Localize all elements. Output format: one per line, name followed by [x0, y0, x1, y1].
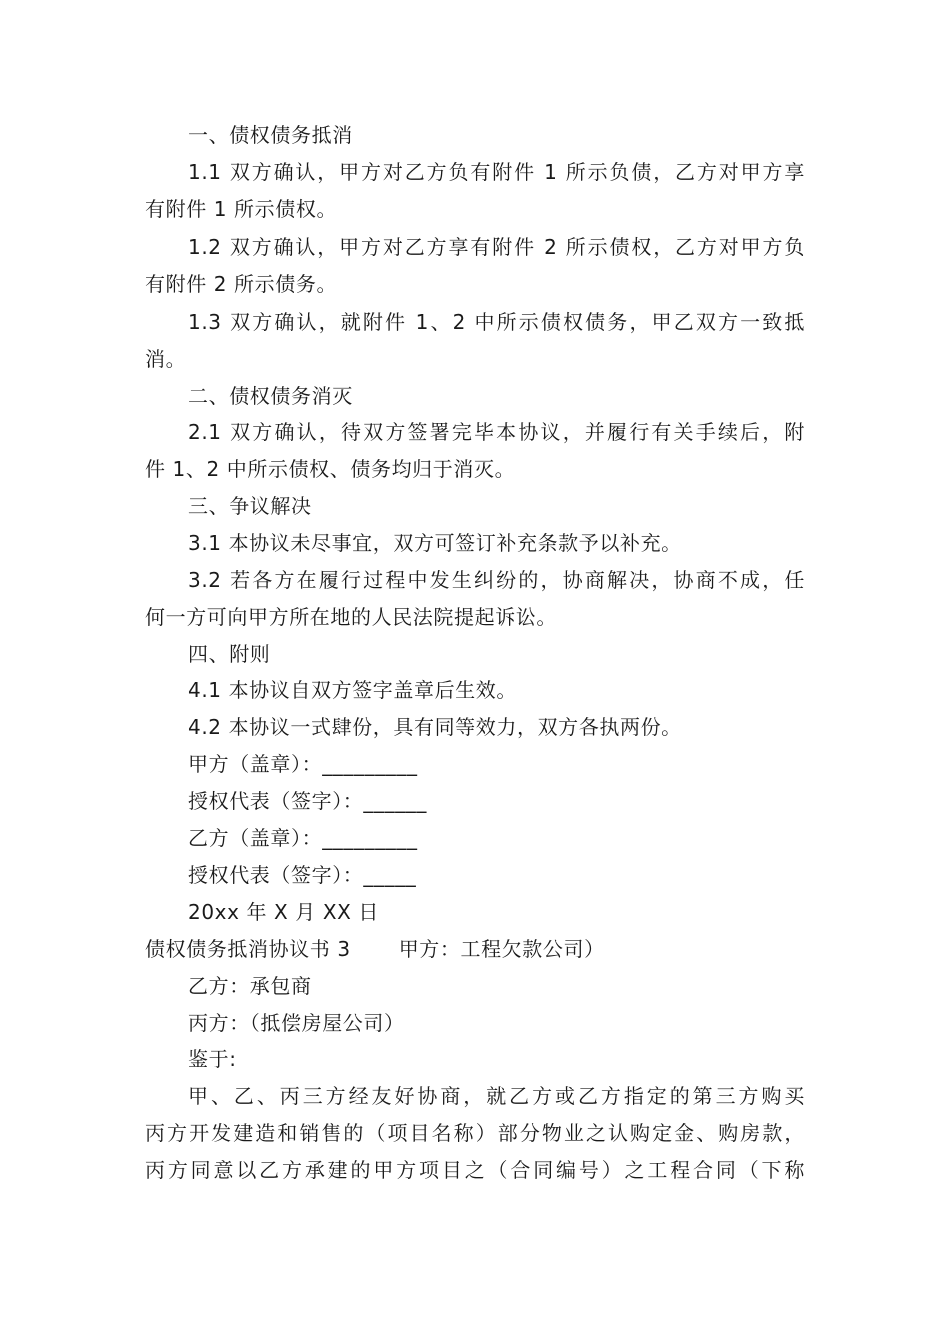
agreement-3-title: 债权债务抵消协议书 3: [145, 937, 351, 961]
party-b-representative-line: 授权代表（签字）：_____: [188, 863, 417, 887]
clause-1-3: 1.3 双方确认，就附件 1、2 中所示债权债务，甲乙双方一致抵: [188, 310, 805, 334]
clause-3-2: 3.2 若各方在履行过程中发生纠纷的，协商解决，协商不成，任: [188, 568, 805, 592]
clause-1-1-cont: 有附件 1 所示债权。: [145, 197, 338, 221]
section-heading-4: 四、附则: [188, 642, 271, 666]
clause-2-1: 2.1 双方确认，待双方签署完毕本协议，并履行有关手续后，附: [188, 420, 805, 444]
agreement-3-title-line: [145, 937, 605, 961]
clause-1-3-cont: 消。: [145, 347, 187, 371]
whereas-paragraph-line-1: 甲、乙、丙三方经友好协商，就乙方或乙方指定的第三方购买: [188, 1084, 805, 1108]
clause-3-1: 3.1 本协议未尽事宜，双方可签订补充条款予以补充。: [188, 531, 682, 555]
agreement-3-party-b: 乙方：承包商: [188, 974, 312, 998]
party-a-seal-line: 甲方（盖章）：_________: [188, 752, 418, 776]
clause-1-2: 1.2 双方确认，甲方对乙方享有附件 2 所示债权，乙方对甲方负: [188, 235, 805, 259]
agreement-3-party-c: 丙方：（抵偿房屋公司）: [188, 1011, 405, 1035]
clause-2-1-cont: 件 1、2 中所示债权、债务均归于消灭。: [145, 457, 516, 481]
clause-4-1: 4.1 本协议自双方签字盖章后生效。: [188, 678, 517, 702]
whereas-heading: 鉴于:: [188, 1047, 237, 1071]
party-b-seal-line: 乙方（盖章）：_________: [188, 826, 418, 850]
clause-3-2-cont: 何一方可向甲方所在地的人民法院提起诉讼。: [145, 605, 557, 629]
section-heading-2: 二、债权债务消灭: [188, 384, 353, 408]
whereas-paragraph-line-3: 丙方同意以乙方承建的甲方项目之（合同编号）之工程合同（下称: [145, 1158, 805, 1182]
section-heading-1: 一、债权债务抵消: [188, 123, 353, 147]
whereas-paragraph-line-2: 丙方开发建造和销售的（项目名称）部分物业之认购定金、购房款，: [145, 1121, 805, 1145]
clause-1-1: 1.1 双方确认，甲方对乙方负有附件 1 所示负债，乙方对甲方享: [188, 160, 805, 184]
section-heading-3: 三、争议解决: [188, 494, 312, 518]
clause-4-2: 4.2 本协议一式肆份，具有同等效力，双方各执两份。: [188, 715, 682, 739]
date-line: 20xx 年 X 月 XX 日: [188, 900, 380, 924]
clause-1-2-cont: 有附件 2 所示债务。: [145, 272, 338, 296]
agreement-3-party-a: 甲方：工程欠款公司）: [398, 937, 605, 961]
party-a-representative-line: 授权代表（签字）：______: [188, 789, 427, 813]
